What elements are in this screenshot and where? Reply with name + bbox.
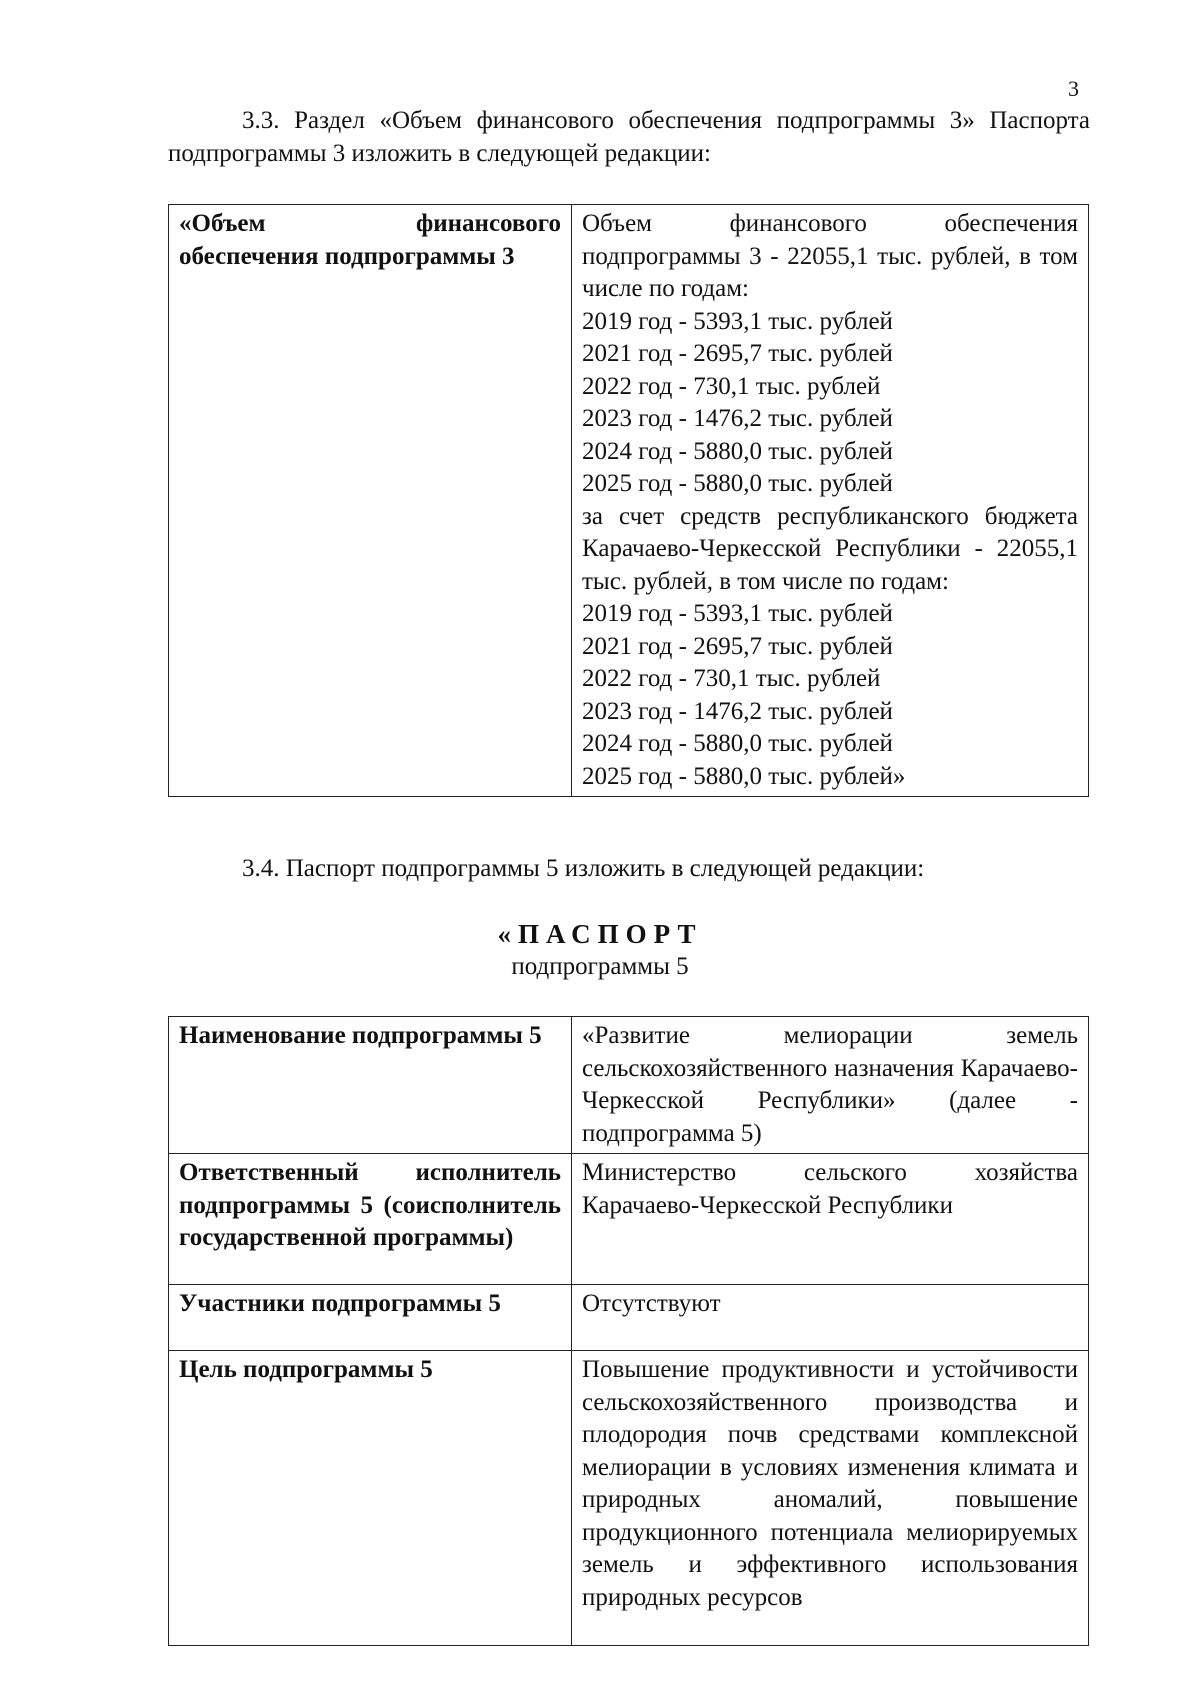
year-line: 2021 год - 2695,7 тыс. рублей — [582, 632, 893, 660]
row-value: Министерство сельского хозяйства Карачаево-Черкесской Республики — [572, 1154, 1089, 1285]
financing-label: «Объем финансового обеспечения подпрограммы 3 — [179, 210, 561, 270]
year-line: 2022 год - 730,1 тыс. рублей — [582, 372, 881, 400]
row-label: Ответственный исполнитель подпрограммы 5 (соисполнитель государственной программы) — [169, 1154, 572, 1285]
financing-label-cell — [169, 205, 572, 797]
row-value: «Развитие мелиорации земель сельскохозяйственного назначения Карачаево-Черкесской Республики» (далее - подпрограмма 5) — [572, 1017, 1089, 1154]
year-line: 2024 год - 5880,0 тыс. рублей — [582, 730, 893, 757]
section-3-3-text: 3.3. Раздел «Объем финансового обеспечения подпрограммы 3» Паспорта подпрограммы 3 изложить в следующей редакции: — [168, 107, 1090, 167]
row-label: Участники подпрограммы 5 — [169, 1285, 572, 1351]
year-line: 2025 год - 5880,0 тыс. рублей — [582, 470, 893, 497]
year-line: 2021 год - 2695,7 тыс. рублей — [582, 340, 893, 367]
year-line: 2019 год - 5393,1 тыс. рублей — [582, 307, 893, 335]
financing-intro: Объем финансового обеспечения подпрограммы 3 - 22055,1 тыс. рублей, в том числе по годам: — [582, 210, 1078, 302]
year-line: 2022 год - 730,1 тыс. рублей — [582, 665, 881, 692]
table-row — [169, 1285, 1089, 1351]
passport-table — [168, 1016, 1089, 1646]
section-3-4-text: 3.4. Паспорт подпрограммы 5 изложить в следующей редакции: — [242, 855, 925, 882]
section-3-4-paragraph — [242, 852, 1090, 885]
year-line: 2024 год - 5880,0 тыс. рублей — [582, 437, 893, 465]
year-line: 2025 год - 5880,0 тыс. рублей» — [582, 762, 906, 790]
table-row — [169, 1351, 1089, 1646]
row-value: Отсутствуют — [572, 1285, 1089, 1351]
passport-subtitle: подпрограммы 5 — [511, 953, 689, 980]
year-line: 2023 год - 1476,2 тыс. рублей — [582, 405, 893, 432]
financing-table — [168, 204, 1089, 797]
table-row — [169, 205, 1089, 797]
budget-intro: за счет средств республиканского бюджета Карачаево-Черкесской Республики - 22055,1 тыс. рублей, в том числе по годам: — [582, 502, 1078, 595]
table-row — [169, 1017, 1089, 1154]
passport-title: «ПАСПОРТ — [497, 919, 703, 949]
financing-value-cell — [572, 205, 1089, 797]
year-line: 2023 год - 1476,2 тыс. рублей — [582, 697, 893, 725]
row-label: Наименование подпрограммы 5 — [169, 1017, 572, 1154]
page-number: 3 — [1068, 76, 1079, 101]
row-value: Повышение продуктивности и устойчивости сельскохозяйственного производства и плодородия почв средствами комплексной мелиорации в условиях изменения климата и природных аномалий, повышение продукционного потенциала мелиорируемых земель и эффективного использования природных ресурсов — [572, 1351, 1089, 1646]
table-row — [169, 1154, 1089, 1285]
section-3-3-paragraph — [168, 104, 1090, 170]
year-line: 2019 год - 5393,1 тыс. рублей — [582, 600, 893, 627]
row-label: Цель подпрограммы 5 — [169, 1351, 572, 1646]
